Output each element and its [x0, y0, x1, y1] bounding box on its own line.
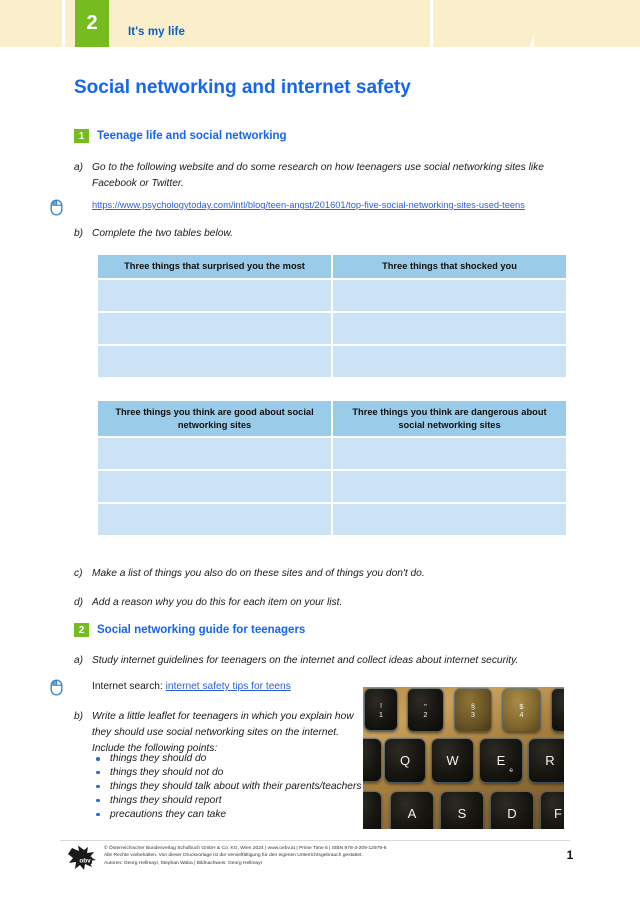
task-1a-marker: a) — [74, 162, 84, 173]
footer-line-3: Autoren: Georg Hellmayr, Stephan Waba | Bildnachweis: Georg Hellmayr — [104, 860, 263, 866]
table-2-header-col-2: Three things you think are dangerous about social networking sites — [333, 401, 566, 436]
list-item: things they should not do — [92, 766, 361, 780]
table-row — [98, 438, 566, 469]
key-4-top: $ — [519, 701, 524, 711]
worksheet-table-1 — [96, 253, 568, 379]
task-1a-text: Go to the following website and do some research on how teenagers use social networking sites like Facebook or Twitter. — [92, 162, 544, 189]
key-q: Q — [385, 739, 425, 782]
list-item: things they should do — [92, 752, 361, 766]
list-item: things they should talk about with their parents/teachers — [92, 780, 361, 794]
table-2-cell-r1c1[interactable] — [98, 438, 331, 469]
key-3-top: § — [470, 701, 476, 711]
key-4 — [503, 689, 540, 731]
header-band-segment-right — [534, 0, 640, 47]
key-e-sublabel: e — [509, 767, 513, 774]
footer-divider — [60, 840, 570, 841]
key-e-label: E — [496, 753, 506, 768]
section-label-1: Teenage life and social networking — [97, 130, 287, 142]
key-3 — [455, 689, 491, 731]
table-2-cell-r3c1[interactable] — [98, 504, 331, 535]
table-row — [98, 313, 566, 344]
page-header-band — [0, 0, 640, 47]
table-2-header-col-1: Three things you think are good about social networking sites — [98, 401, 331, 436]
leaflet-points-list — [92, 752, 361, 822]
key-s: S — [441, 792, 483, 829]
keyboard-photo — [363, 687, 564, 829]
section-number-badge-1: 1 — [74, 129, 89, 143]
table-2-cell-r3c2[interactable] — [333, 504, 566, 535]
key-1-bottom: 1 — [378, 709, 384, 719]
header-band-segment-main — [65, 0, 430, 47]
table-1-header-col-1: Three things that surprised you the most — [98, 255, 331, 278]
task-1c-marker: c) — [74, 568, 83, 579]
table-1-cell-r1c2[interactable] — [333, 280, 566, 311]
table-2-cell-r2c1[interactable] — [98, 471, 331, 502]
task-1b — [74, 226, 474, 242]
table-row — [98, 471, 566, 502]
table-row — [98, 346, 566, 377]
task-1d-text: Add a reason why you do this for each item on your list. — [92, 597, 343, 608]
table-2-cell-r1c2[interactable] — [333, 438, 566, 469]
key-tab-partial — [363, 739, 381, 781]
key-2 — [408, 689, 443, 731]
chapter-title: It's my life — [128, 26, 185, 38]
key-5-partial — [552, 689, 564, 731]
section-heading-1 — [74, 129, 287, 143]
task-1c-text: Make a list of things you also do on these sites and of things you don't do. — [92, 568, 425, 579]
task-2b — [74, 709, 364, 756]
task-2b-marker: b) — [74, 711, 84, 722]
task-1c — [74, 566, 534, 582]
task-1b-text: Complete the two tables below. — [92, 228, 234, 239]
task-1a — [74, 160, 574, 192]
oebv-logo — [68, 845, 98, 871]
list-item: precautions they can take — [92, 808, 361, 822]
task-2b-text: Write a little leaflet for teenagers in which you explain how they should use social networking sites on the internet. Include the following points: — [92, 711, 354, 754]
mouse-icon — [50, 199, 63, 216]
chapter-number-badge: 2 — [75, 0, 109, 47]
section-heading-2 — [74, 623, 305, 637]
list-item: things they should report — [92, 794, 361, 808]
svg-text:obv: obv — [79, 857, 91, 865]
task-1d — [74, 595, 534, 611]
research-url-link[interactable]: https://www.psychologytoday.com/intl/blog/teen-angst/201601/top-five-social-networking-sites-used-teens — [92, 200, 525, 210]
key-1-top: ! — [379, 701, 383, 711]
key-e — [480, 739, 522, 782]
key-a: A — [391, 792, 433, 829]
internet-search-line — [92, 681, 291, 692]
footer-text — [104, 845, 524, 867]
key-4-bottom: 4 — [519, 710, 524, 719]
task-2a-marker: a) — [74, 655, 84, 666]
header-band-segment-left — [0, 0, 62, 47]
internet-search-link[interactable]: internet safety tips for teens — [165, 681, 291, 692]
key-2-bottom: 2 — [423, 710, 428, 719]
table-1-cell-r1c1[interactable] — [98, 280, 331, 311]
section-label-2: Social networking guide for teenagers — [97, 624, 306, 636]
table-1-header-row — [98, 255, 566, 278]
footer-line-2: Alle Rechte vorbehalten. Von dieser Druckvorlage ist die Vervielfältigung für den eigenen Unterrichtsgebrauch gestattet. — [104, 853, 363, 859]
key-d: D — [491, 792, 533, 829]
table-1-cell-r2c2[interactable] — [333, 313, 566, 344]
task-1b-marker: b) — [74, 228, 84, 239]
internet-search-label: Internet search: — [92, 681, 163, 692]
key-caps-partial — [363, 792, 381, 829]
table-1-header-col-2: Three things that shocked you — [333, 255, 566, 278]
task-2a-text: Study internet guidelines for teenagers on the internet and collect ideas about internet security. — [92, 655, 519, 666]
page-title: Social networking and internet safety — [74, 77, 411, 98]
table-1-cell-r3c1[interactable] — [98, 346, 331, 377]
mouse-icon — [50, 679, 63, 696]
key-f: F — [541, 792, 564, 829]
footer-line-1: © Österreichischer Bundesverlag Schulbuch GmbH & Co. KG, Wien 2024 | www.oebv.at | Prime Time 5 | ISBN 978-3-209-12979-6 — [104, 846, 387, 851]
table-1-cell-r2c1[interactable] — [98, 313, 331, 344]
page-number: 1 — [566, 848, 574, 862]
table-row — [98, 504, 566, 535]
worksheet-table-2 — [96, 399, 568, 537]
table-1-cell-r3c2[interactable] — [333, 346, 566, 377]
table-row — [98, 280, 566, 311]
task-1d-marker: d) — [74, 597, 84, 608]
key-w: W — [432, 739, 473, 782]
task-2a — [74, 653, 574, 669]
table-2-header-row — [98, 401, 566, 436]
key-1 — [365, 689, 397, 730]
table-2-cell-r2c2[interactable] — [333, 471, 566, 502]
key-r: R — [529, 739, 564, 782]
key-2-top: " — [424, 701, 427, 711]
key-3-bottom: 3 — [470, 710, 476, 719]
section-number-badge-2: 2 — [74, 623, 89, 637]
